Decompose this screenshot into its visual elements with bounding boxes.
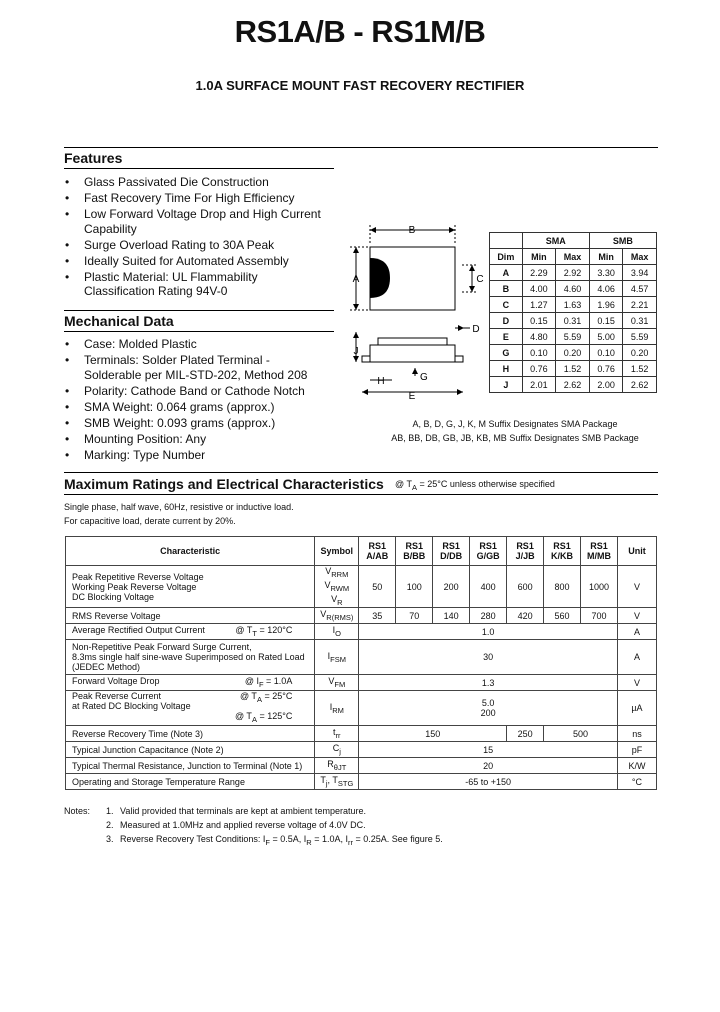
- col-dim: Dim: [490, 249, 523, 265]
- table-row: C 1.27 1.63 1.96 2.21: [490, 297, 657, 313]
- col-min: Min: [522, 249, 556, 265]
- dim-label-c: C: [476, 274, 484, 285]
- table-row: Non-Repetitive Peak Forward Surge Current, 8.3ms single half sine-wave Superimposed on Rated Load (JEDEC Method) $I_{FSM}$ 30 A: [66, 640, 657, 675]
- table-row: Forward Voltage Drop @ $I_F = 1.0A$ $V_{FM}$ 1.3 V: [66, 675, 657, 691]
- table-row: B 4.00 4.60 4.06 4.57: [490, 281, 657, 297]
- mechanical-heading: Mechanical Data: [64, 313, 174, 329]
- table-row: [490, 233, 657, 249]
- note-1-number: 1.: [106, 806, 114, 816]
- suffix-sma-note: A, B, D, G, J, K, M Suffix Designates SMA Package: [412, 419, 618, 429]
- ratings-bottom-rule: [64, 494, 658, 495]
- list-item: • Case: Molded Plastic: [65, 337, 197, 351]
- table-row: [66, 537, 657, 566]
- table-row: G 0.10 0.20 0.10 0.20: [490, 345, 657, 361]
- dim-label-b: B: [408, 225, 416, 236]
- table-row: H 0.76 1.52 0.76 1.52: [490, 361, 657, 377]
- col-min: Min: [589, 249, 623, 265]
- table-row: Typical Thermal Resistance, Junction to Terminal (Note 1) $R_{\theta JT}$ 20 K/W: [66, 758, 657, 774]
- table-row: Peak Repetitive Reverse Voltage Working Peak Reverse Voltage DC Blocking Voltage $V_{RRM}$ $V_{RWM}$ $V_R$ 50 100 200 400 600 800 1000 V: [66, 566, 657, 608]
- list-item: • Low Forward Voltage Drop and High Current Capability: [65, 207, 321, 236]
- ratings-line-2: For capacitive load, derate current by 20%.: [64, 516, 236, 526]
- page-title: RS1A/B - RS1M/B: [234, 14, 486, 49]
- note-3-number: 3.: [106, 834, 114, 844]
- note-1: Valid provided that terminals are kept at ambient temperature.: [120, 806, 366, 816]
- col-characteristic: Characteristic: [66, 537, 315, 566]
- col-max: Max: [623, 249, 657, 265]
- list-item: • Marking: Type Number: [65, 447, 206, 462]
- dim-label-e: E: [408, 391, 416, 400]
- col-max: Max: [556, 249, 590, 265]
- mechanical-bottom-rule: [64, 331, 334, 332]
- col-part: RS1 K/KB: [544, 537, 581, 566]
- list-item: • Fast Recovery Time For High Efficiency: [65, 191, 295, 205]
- col-part: RS1 B/BB: [396, 537, 433, 566]
- dim-label-h: H: [377, 376, 385, 387]
- table-row: [490, 249, 657, 265]
- package-outline-diagram: [340, 220, 490, 400]
- dim-label-a: A: [352, 274, 360, 285]
- ratings-temp-note: @ $T_A = 25^\circ C$ unless otherwise specified: [395, 479, 555, 492]
- col-part: RS1 M/MB: [581, 537, 618, 566]
- col-part: RS1 J/JB: [507, 537, 544, 566]
- note-3: Reverse Recovery Test Conditions: $I_F = 0.5A$, $I_R = 1.0A$, $I_{rr} = 0.25A$. See figure 5.: [120, 834, 443, 847]
- dimensions-table: [489, 232, 657, 393]
- list-item: • Plastic Material: UL Flammability Classification Rating 94V-0: [65, 269, 258, 298]
- col-part: RS1 G/GB: [470, 537, 507, 566]
- ratings-line-1: Single phase, half wave, 60Hz, resistive or inductive load.: [64, 502, 294, 512]
- features-list: [64, 175, 344, 300]
- list-item: • SMB Weight: 0.093 grams (approx.): [65, 415, 276, 430]
- page-subtitle: 1.0A SURFACE MOUNT FAST RECOVERY RECTIFIER: [195, 78, 525, 93]
- table-row: E 4.80 5.59 5.00 5.59: [490, 329, 657, 345]
- col-part: RS1 D/DB: [433, 537, 470, 566]
- side-view-body: [370, 345, 455, 362]
- mechanical-top-rule: [64, 310, 334, 311]
- notes-label: Notes:: [64, 806, 91, 816]
- col-unit: Unit: [617, 537, 656, 566]
- table-row: J 2.01 2.62 2.00 2.62: [490, 377, 657, 393]
- table-row: Operating and Storage Temperature Range $T_j$, $T_{STG}$ -65 to +150 °C: [66, 774, 657, 790]
- dim-label-d: D: [472, 324, 480, 335]
- ratings-table: [65, 536, 657, 790]
- note-2: Measured at 1.0MHz and applied reverse voltage of 4.0V DC.: [120, 820, 366, 830]
- list-item: • Mounting Position: Any: [65, 431, 207, 446]
- table-row: Reverse Recovery Time (Note 3) $t_{rr}$ 150 250 500 ns: [66, 726, 657, 742]
- table-row: A 2.29 2.92 3.30 3.94: [490, 265, 657, 281]
- suffix-smb-note: AB, BB, DB, GB, JB, KB, MB Suffix Designates SMB Package: [391, 433, 639, 443]
- ratings-heading: Maximum Ratings and Electrical Characteristics: [64, 476, 384, 492]
- ratings-top-rule: [64, 472, 658, 473]
- features-heading: Features: [64, 150, 123, 166]
- list-item: • Ideally Suited for Automated Assembly: [65, 253, 289, 268]
- dim-label-g: G: [420, 372, 428, 383]
- list-item: • SMA Weight: 0.064 grams (approx.): [65, 399, 275, 414]
- table-row: Typical Junction Capacitance (Note 2) $C_j$ 15 pF: [66, 742, 657, 758]
- mechanical-list: [64, 337, 334, 464]
- group-sma: SMA: [522, 233, 589, 249]
- dim-label-j: J: [353, 346, 359, 357]
- list-item: • Surge Overload Rating to 30A Peak: [65, 237, 275, 252]
- table-row: Peak Reverse Current @ $T_A = 25^\circ C$ at Rated DC Blocking Voltage @ $T_A = 125^\circ C$ $I_{RM}$ 5.0 200 µA: [66, 691, 657, 726]
- table-row: Average Rectified Output Current @ $T_T = 120^\circ C$ $I_O$ 1.0 A: [66, 624, 657, 640]
- col-symbol: Symbol: [315, 537, 359, 566]
- features-top-rule: [64, 147, 658, 148]
- list-item: • Glass Passivated Die Construction: [65, 175, 269, 189]
- table-row: D 0.15 0.31 0.15 0.31: [490, 313, 657, 329]
- note-2-number: 2.: [106, 820, 114, 830]
- col-part: RS1 A/AB: [359, 537, 396, 566]
- list-item: • Polarity: Cathode Band or Cathode Notch: [65, 383, 305, 398]
- cathode-band: [370, 258, 390, 298]
- group-smb: SMB: [589, 233, 656, 249]
- list-item: • Terminals: Solder Plated Terminal - Solderable per MIL-STD-202, Method 208: [65, 353, 308, 382]
- features-bottom-rule: [64, 168, 334, 169]
- table-row: RMS Reverse Voltage $V_{R(RMS)}$ 35 70 140 280 420 560 700 V: [66, 608, 657, 624]
